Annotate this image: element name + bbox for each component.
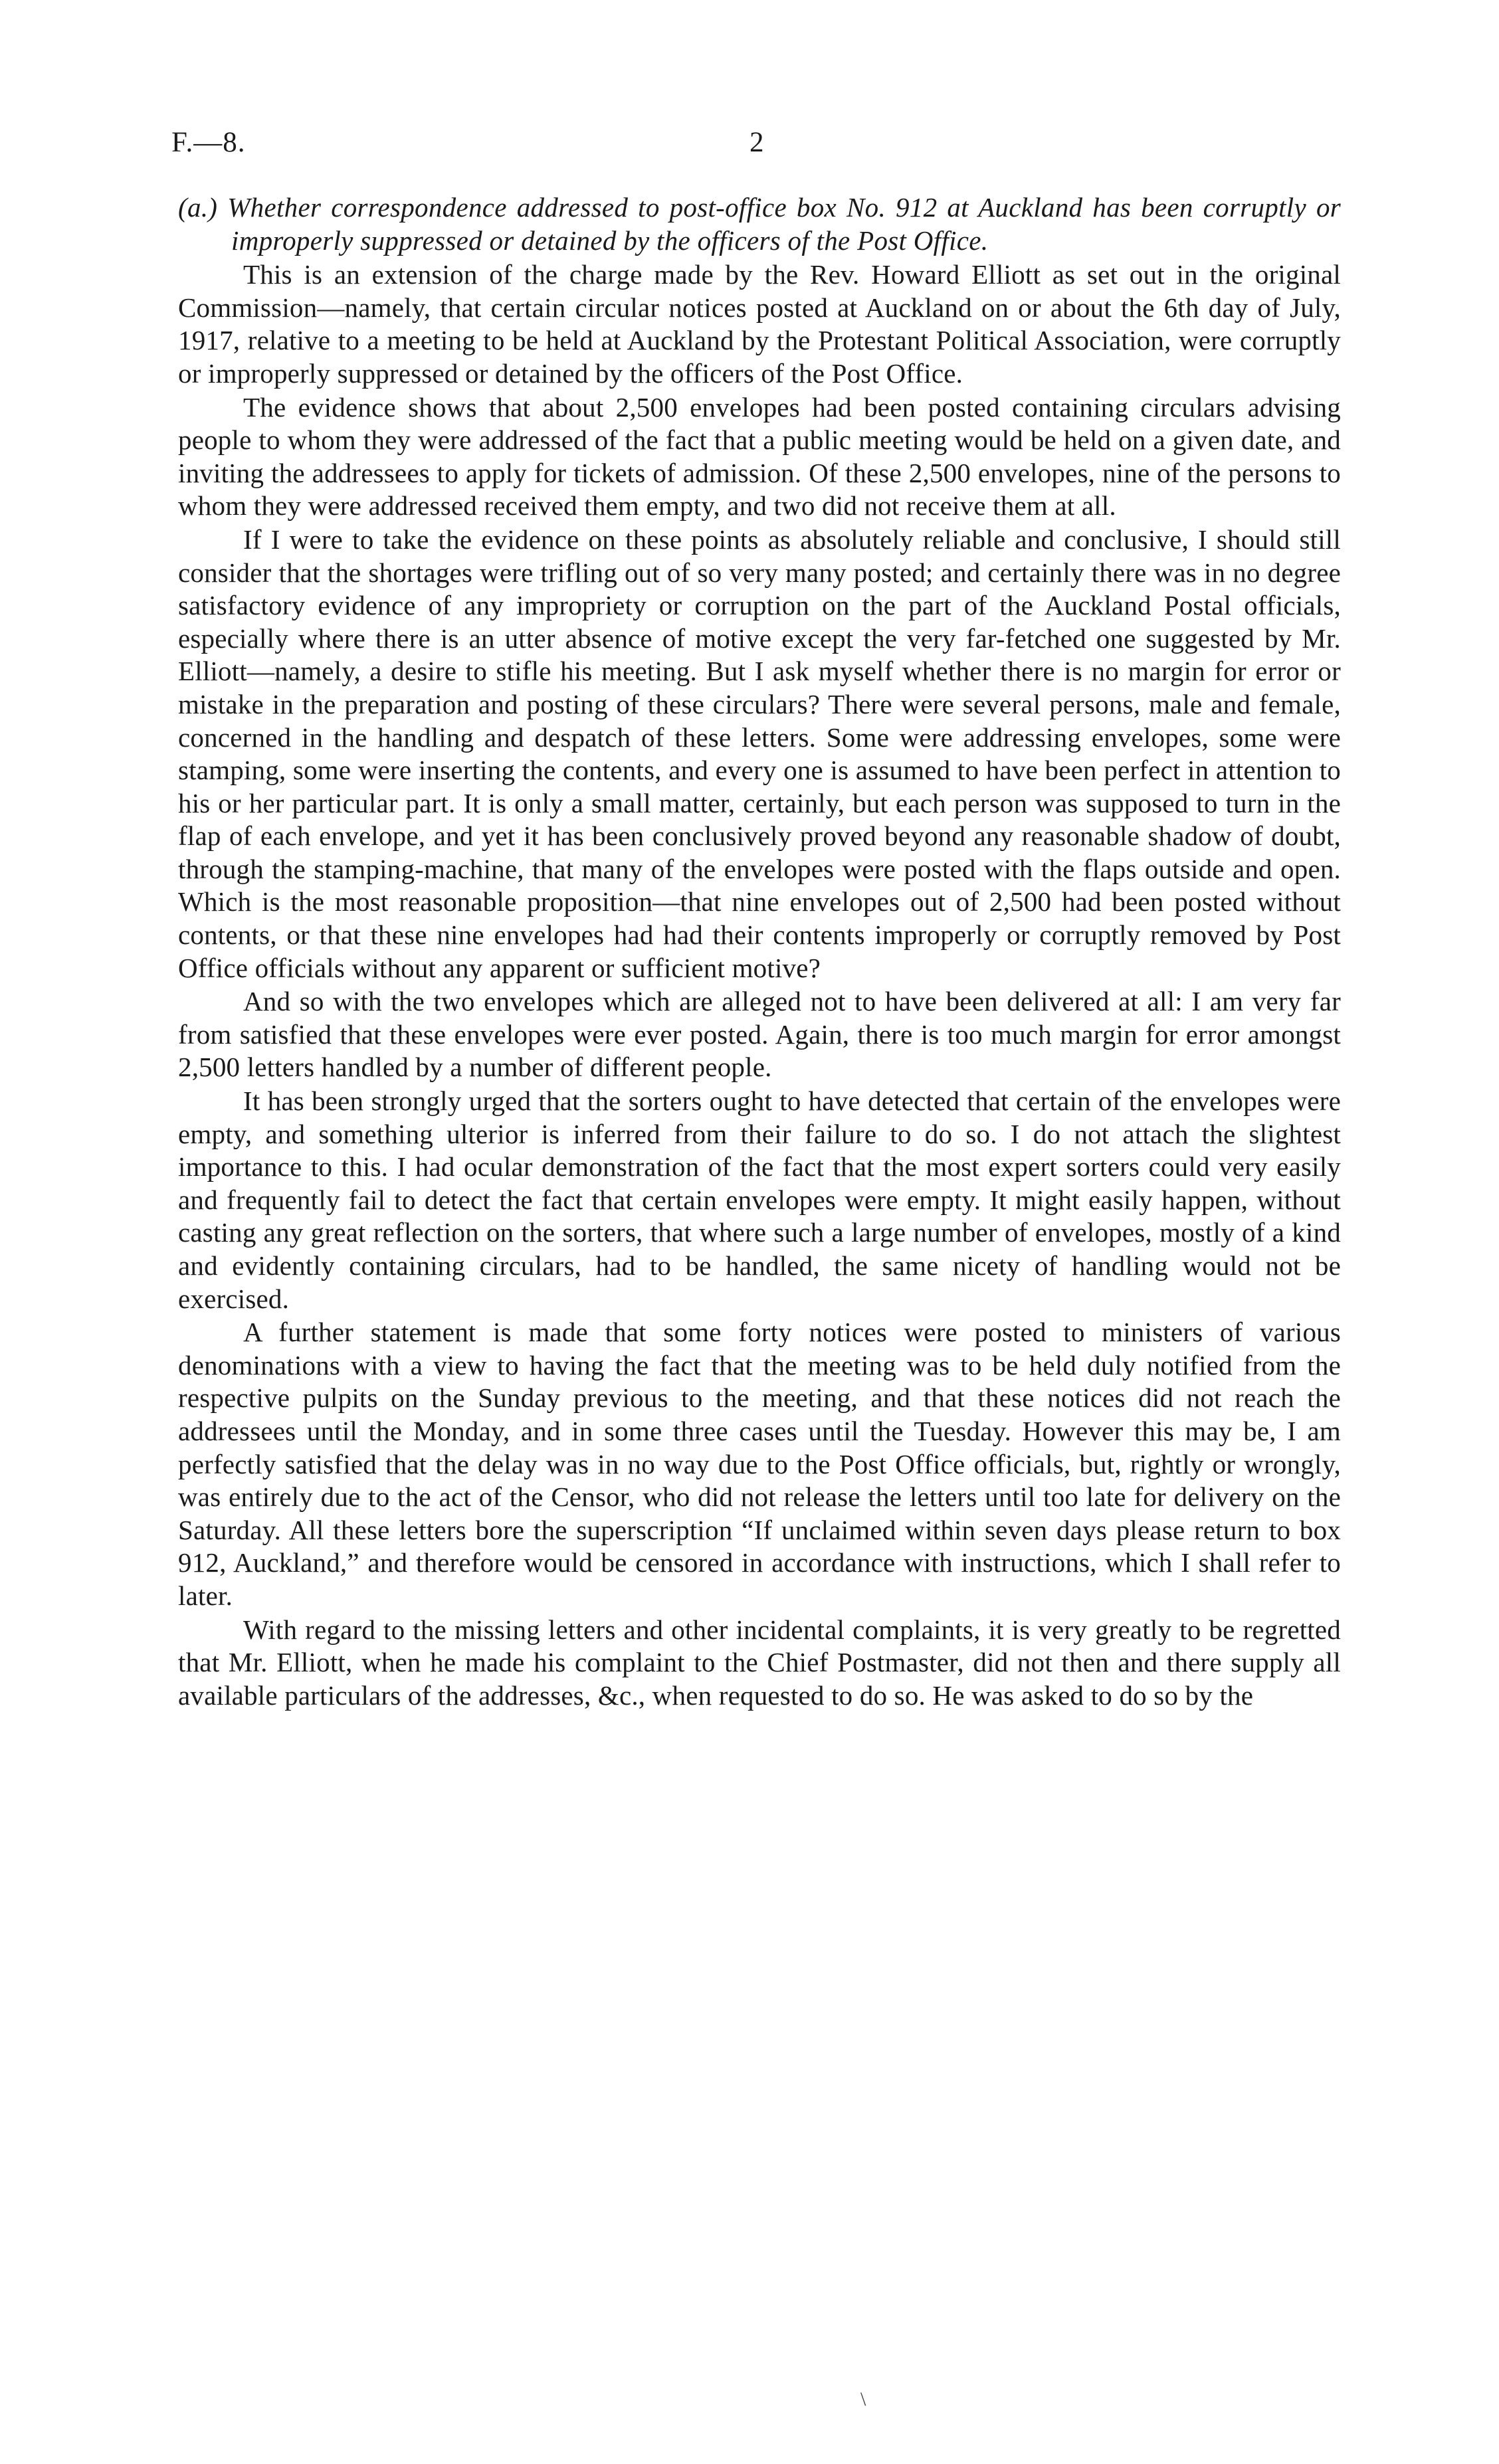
paragraph: The evidence shows that about 2,500 envelopes had been posted containing circulars advising people to whom they were addressed of the fact that a public meeting would be held on a given date, and inviting the addressees to apply for tickets of admission. Of these 2,500 envelopes, nine of the persons to whom they were addressed received them empty, and two did not receive them at all. (178, 391, 1341, 521)
document-body (178, 191, 1341, 1713)
section-heading: (a.) Whether correspondence addressed to post-office box No. 912 at Auckland has been corruptly or improperly suppressed or detained by the officers of the Post Office. (178, 192, 1341, 256)
page-number: 2 (750, 127, 764, 158)
paragraph: And so with the two envelopes which are alleged not to have been delivered at all: I am very far from satisfied that these envelopes were ever posted. Again, there is too much margin for error amongst 2,500 letters handled by a number of different people. (178, 986, 1341, 1083)
paragraph: If I were to take the evidence on these points as absolutely reliable and conclusive, I should still consider that the shortages were trifling out of so very many posted; and certainly there was in no degree satisfactory evidence of any impropriety or corruption on the part of the Auckland Postal officials, especially where there is an utter absence of motive except the very far-fetched one suggested by Mr. Elliott—namely, a desire to stifle his meeting. But I ask myself whether there is no margin for error or mistake in the preparation and posting of these circulars? There were several persons, male and female, concerned in the handling and despatch of these letters. Some were addressing envelopes, some were stamping, some were inserting the contents, and every one is assumed to have been perfect in attention to his or her particular part. It is only a small matter, certainly, but each person was supposed to turn in the flap of each envelope, and yet it has been conclusively proved beyond any reasonable shadow of doubt, through the stamping-machine, that many of the envelopes were posted with the flaps outside and open. Which is the most reasonable proposition—that nine envelopes out of 2,500 had been posted without contents, or that these nine envelopes had had their contents improperly or corruptly removed by Post Office officials without any apparent or sufficient motive? (178, 523, 1341, 983)
paragraph: This is an extension of the charge made by the Rev. Howard Elliott as set out in the original Commission—namely, that certain circular notices posted at Auckland on or about the 6th day of July, 1917, relative to a meeting to be held at Auckland by the Protestant Political Association, were corruptly or improperly suppressed or detained by the officers of the Post Office. (178, 259, 1341, 389)
paragraph: It has been strongly urged that the sorters ought to have detected that certain of the envelopes were empty, and something ulterior is inferred from their failure to do so. I do not attach the slightest importance to this. I had ocular demonstration of the fact that the most expert sorters could very easily and frequently fail to detect the fact that certain envelopes were empty. It might easily happen, without casting any great reflection on the sorters, that where such a large number of envelopes, mostly of a kind and evidently containing circulars, had to be handled, the same nicety of handling would not be exercised. (178, 1086, 1341, 1314)
stray-mark: \ (860, 2388, 866, 2410)
document-code: F.—8. (171, 127, 246, 158)
page-header (0, 126, 1499, 166)
paragraph: With regard to the missing letters and other incidental complaints, it is very greatly to be regretted that Mr. Elliott, when he made his complaint to the Chief Postmaster, did not then and there supply all available particulars of the addresses, &c., when requested to do so. He was asked to do so by the (178, 1614, 1341, 1711)
paragraph: A further statement is made that some forty notices were posted to ministers of various denominations with a view to having the fact that the meeting was to be held duly notified from the respective pulpits on the Sunday previous to the meeting, and that these notices did not reach the addressees until the Monday, and in some three cases until the Tuesday. However this may be, I am perfectly satisfied that the delay was in no way due to the Post Office officials, but, rightly or wrongly, was entirely due to the act of the Censor, who did not release the letters until too late for delivery on the Saturday. All these letters bore the superscription “If unclaimed within seven days please return to box 912, Auckland,” and therefore would be censored in accordance with instructions, which I shall refer to later. (178, 1317, 1341, 1611)
